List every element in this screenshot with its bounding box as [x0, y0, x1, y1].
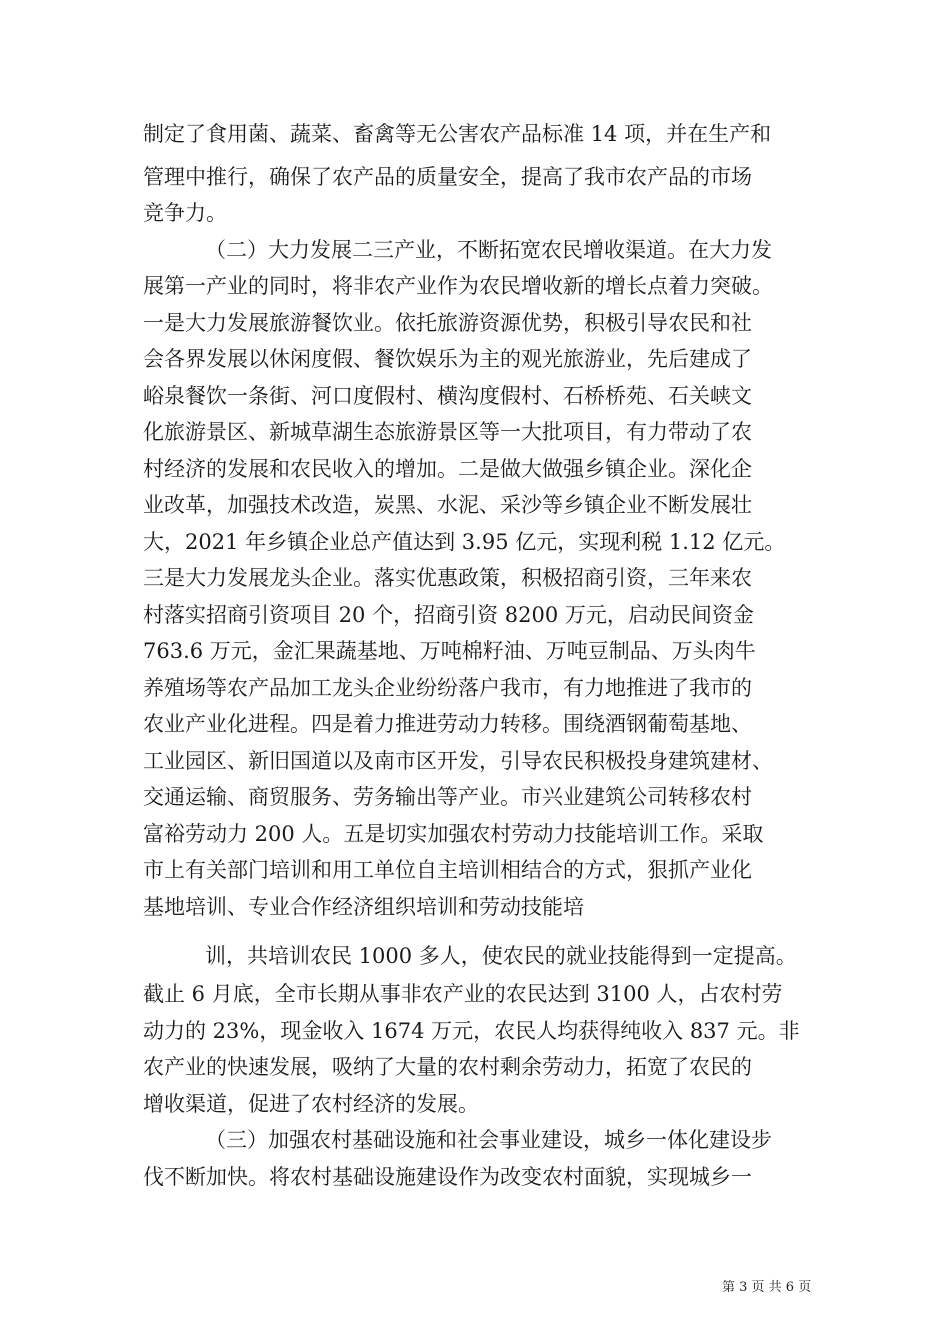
- text-line: 大，2021 年乡镇企业总产值达到 3.95 亿元，实现利税 1.12 亿元。: [143, 530, 786, 554]
- text-line: 交通运输、商贸服务、劳务输出等产业。市兴业建筑公司转移农村: [143, 785, 752, 809]
- text-line: 富裕劳动力 200 人。五是切实加强农村劳动力技能培训工作。采取: [143, 822, 764, 846]
- page-number: 第 3 页 共 6 页: [722, 1280, 812, 1295]
- text-line: 农业产业化进程。四是着力推进劳动力转移。围绕酒钢葡萄基地、: [143, 712, 752, 736]
- text-line: 养殖场等农产品加工龙头企业纷纷落户我市，有力地推进了我市的: [143, 676, 752, 700]
- text-line: 三是大力发展龙头企业。落实优惠政策，积极招商引资，三年来农: [143, 566, 752, 590]
- text-line: 伐不断加快。将农村基础设施建设作为改变农村面貌，实现城乡一: [143, 1165, 752, 1189]
- text-line: 一是大力发展旅游餐饮业。依托旅游资源优势，积极引导农民和社: [143, 311, 752, 335]
- text-line: 管理中推行，确保了农产品的质量安全，提高了我市农产品的市场: [143, 165, 752, 189]
- text-line: 化旅游景区、新城草湖生态旅游景区等一大批项目，有力带动了农: [143, 420, 752, 444]
- text-line: 基地培训、专业合作经济组织培训和劳动技能培: [143, 895, 584, 919]
- text-line: 增收渠道，促进了农村经济的发展。: [143, 1092, 479, 1116]
- text-line: 村经济的发展和农民收入的增加。二是做大做强乡镇企业。深化企: [143, 457, 752, 481]
- text-line: 制定了食用菌、蔬菜、畜禽等无公害农产品标准 14 项，并在生产和: [143, 122, 772, 146]
- text-line: 训，共培训农民 1000 多人，使农民的就业技能得到一定提高。: [205, 944, 797, 968]
- text-line: 展第一产业的同时，将非农产业作为农民增收新的增长点着力突破。: [143, 274, 773, 298]
- text-line: 动力的 23%，现金收入 1674 万元，农民人均获得纯收入 837 元。非: [143, 1019, 800, 1043]
- text-line: 市上有关部门培训和用工单位自主培训相结合的方式，狠抓产业化: [143, 858, 752, 882]
- text-line: （三）加强农村基础设施和社会事业建设，城乡一体化建设步: [205, 1128, 772, 1152]
- text-line: 会各界发展以休闲度假、餐饮娱乐为主的观光旅游业，先后建成了: [143, 347, 752, 371]
- text-line: 截止 6 月底，全市长期从事非农产业的农民达到 3100 人，占农村劳: [143, 982, 783, 1006]
- text-line: 农产业的快速发展，吸纳了大量的农村剩余劳动力，拓宽了农民的: [143, 1055, 752, 1079]
- text-line: （二）大力发展二三产业，不断拓宽农民增收渠道。在大力发: [205, 238, 772, 262]
- text-line: 业改革，加强技术改造，炭黑、水泥、采沙等乡镇企业不断发展壮: [143, 493, 752, 517]
- text-line: 村落实招商引资项目 20 个，招商引资 8200 万元，启动民间资金: [143, 603, 754, 627]
- text-line: 763.6 万元，金汇果蔬基地、万吨棉籽油、万吨豆制品、万头肉牛: [143, 639, 756, 663]
- text-line: 工业园区、新旧国道以及南市区开发，引导农民积极投身建筑建材、: [143, 749, 773, 773]
- text-line: 峪泉餐饮一条街、河口度假村、横沟度假村、石桥桥苑、石关峡文: [143, 384, 752, 408]
- text-line: 竞争力。: [143, 201, 227, 225]
